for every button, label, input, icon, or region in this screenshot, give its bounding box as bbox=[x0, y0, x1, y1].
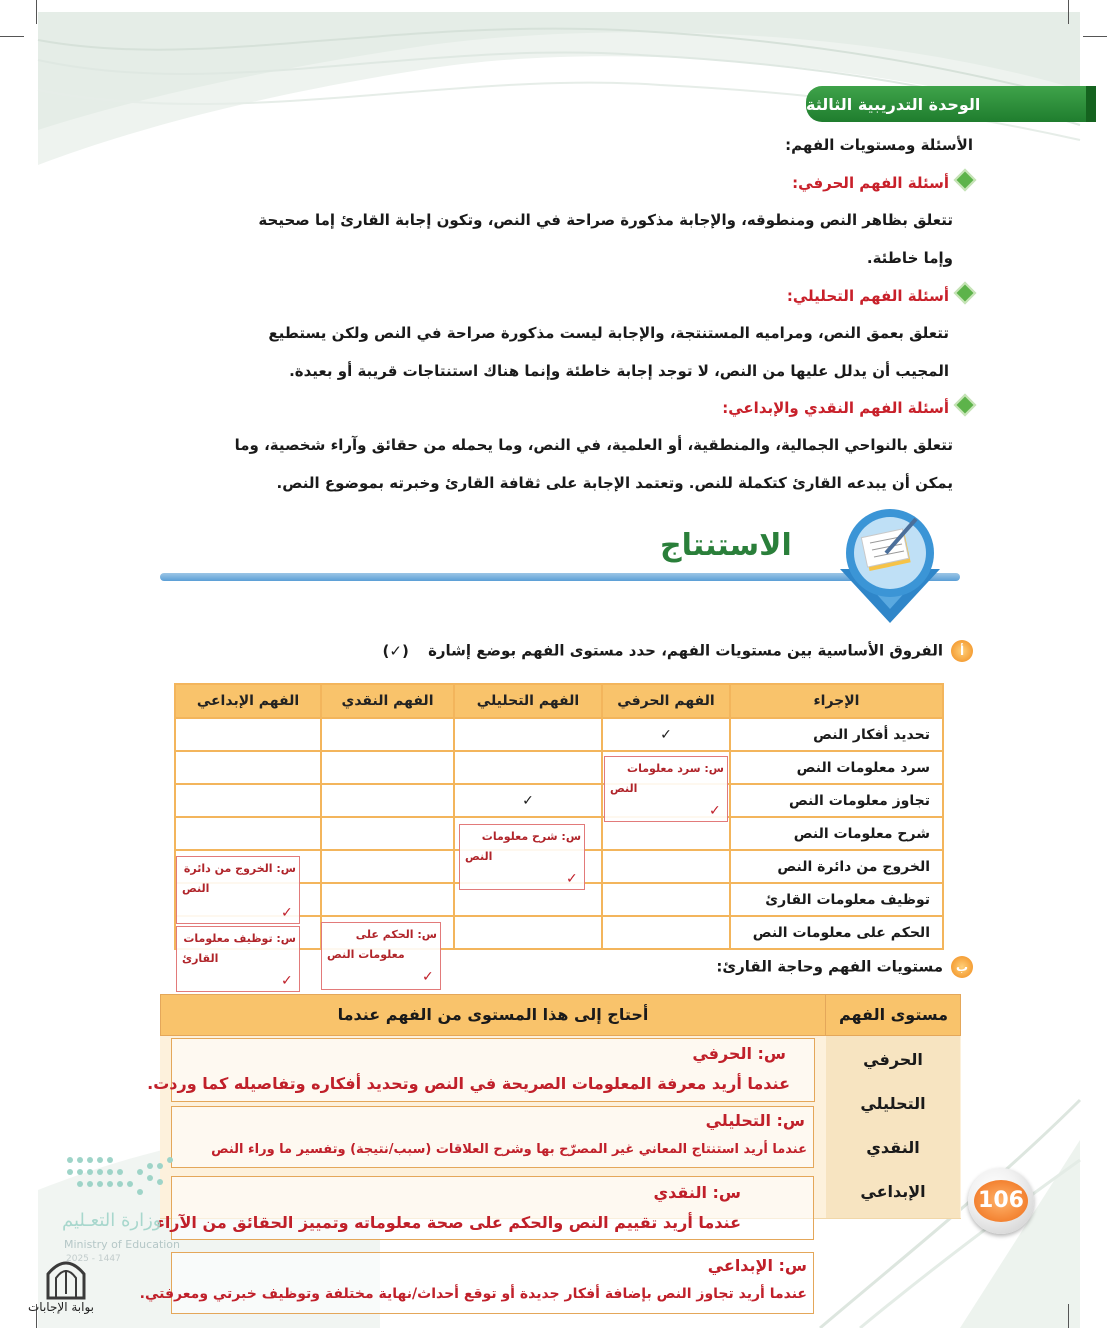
answer-cell[interactable] bbox=[175, 784, 321, 817]
note-question: القارئ bbox=[182, 952, 219, 965]
answer-cell[interactable] bbox=[175, 817, 321, 850]
unit-banner bbox=[806, 86, 1096, 122]
answer-text: عندما أريد تقييم النص والحكم على صحة معلوماته وتمييز الحقائق من الآراء bbox=[156, 1213, 741, 1232]
level-label: التحليلي bbox=[860, 1094, 926, 1113]
answer-cell[interactable] bbox=[454, 751, 602, 784]
procedure-cell: تحديد أفكار النص bbox=[730, 718, 943, 751]
section-title: أسئلة الفهم الحرفي: bbox=[792, 174, 949, 192]
section-paragraph-analytical bbox=[149, 314, 949, 390]
checkmark-icon: ✓ bbox=[709, 803, 721, 819]
note-question: س: سرد معلومات bbox=[627, 762, 724, 775]
answer-cell[interactable] bbox=[454, 916, 602, 949]
table-row bbox=[175, 718, 943, 751]
answer-cell[interactable] bbox=[321, 817, 454, 850]
crop-mark bbox=[1068, 0, 1069, 24]
section-paragraph-literal bbox=[153, 201, 953, 277]
note-question: س: توظيف معلومات bbox=[183, 932, 296, 945]
answer-question: س: النقدي bbox=[653, 1183, 741, 1202]
question-a bbox=[383, 640, 973, 662]
answer-box-analytical bbox=[171, 1106, 814, 1168]
note-question: س: شرح معلومات bbox=[481, 830, 581, 843]
answer-box-literal bbox=[147, 1038, 815, 1102]
column-divider bbox=[825, 995, 826, 1037]
question-text: الفروق الأساسية بين مستويات الفهم، حدد مستوى الفهم بوضع إشارة bbox=[428, 641, 943, 660]
answer-text: عندما أريد تجاوز النص بإضافة أفكار جديدة أو توقع أحداث/نهاية مختلفة وتوظيف خبرتي ومعرفتي. bbox=[139, 1286, 807, 1302]
procedure-cell: الخروج من دائرة النص bbox=[730, 850, 943, 883]
answer-question: س: التحليلي bbox=[705, 1111, 805, 1130]
procedure-cell: تجاوز معلومات النص bbox=[730, 784, 943, 817]
question-badge: أ bbox=[951, 640, 973, 662]
checkmark-hint: (✓) bbox=[382, 641, 409, 660]
level-label: الإبداعي bbox=[860, 1182, 926, 1201]
procedure-cell: شرح معلومات النص bbox=[730, 817, 943, 850]
note-question: النص bbox=[610, 782, 638, 795]
checkmark-icon: ✓ bbox=[281, 973, 293, 989]
crop-mark bbox=[36, 0, 37, 24]
column-header: أحتاج إلى هذا المستوى من الفهم عندما bbox=[337, 1005, 649, 1024]
paragraph-line: تتعلق بالنواحي الجمالية، والمنطقية، أو العلمية، في النص، وما يحمله من حقائق وآراء شخصية، وما bbox=[234, 436, 953, 454]
question-badge: ب bbox=[951, 956, 973, 978]
question-text: مستويات الفهم وحاجة القارئ: bbox=[716, 957, 943, 976]
ministry-logo-year: 2025 - 1447 bbox=[66, 1254, 121, 1264]
answer-cell[interactable] bbox=[321, 751, 454, 784]
column-header: الإجراء bbox=[730, 684, 943, 718]
column-header: الفهم الحرفي bbox=[602, 684, 730, 718]
istintaj-title: الاستنتاج bbox=[660, 528, 792, 563]
ministry-logo-arabic: وزارة التعـليم bbox=[62, 1210, 162, 1231]
column-header: الفهم الإبداعي bbox=[175, 684, 321, 718]
ministry-logo-dots-icon bbox=[66, 1152, 176, 1200]
procedure-cell: الحكم على معلومات النص bbox=[730, 916, 943, 949]
section-heading-critical bbox=[722, 397, 973, 417]
answer-text: عندما أريد معرفة المعلومات الصريحة في النص وتحديد أفكاره وتفاصيله كما وردت. bbox=[147, 1074, 790, 1093]
procedure-cell: توظيف معلومات القارئ bbox=[730, 883, 943, 916]
answer-note bbox=[176, 926, 300, 992]
crop-mark bbox=[0, 36, 24, 37]
answer-note bbox=[321, 922, 441, 990]
note-question: معلومات النص bbox=[327, 948, 405, 961]
answer-cell[interactable]: ✓ bbox=[602, 718, 730, 751]
page-number: 106 bbox=[974, 1180, 1028, 1222]
paragraph-line: المجيب أن يدلل عليها من النص، لا توجد إجابة خاطئة وإنما هناك استنتاجات قريبة أو بعيدة. bbox=[289, 362, 949, 380]
answer-cell[interactable] bbox=[175, 751, 321, 784]
level-label: النقدي bbox=[866, 1138, 920, 1157]
answer-question: س: الإبداعي bbox=[707, 1256, 807, 1275]
answer-cell[interactable] bbox=[321, 784, 454, 817]
notepad-pencil-icon bbox=[832, 505, 948, 625]
level-label: الحرفي bbox=[863, 1050, 923, 1069]
column-header: مستوى الفهم bbox=[838, 1005, 949, 1024]
paragraph-line: تتعلق بظاهر النص ومنطوقه، والإجابة مذكورة صراحة في النص، وتكون إجابة القارئ إما صحيحة bbox=[258, 211, 953, 229]
column-header: الفهم النقدي bbox=[321, 684, 454, 718]
answer-cell[interactable] bbox=[602, 850, 730, 883]
crop-mark bbox=[1068, 1304, 1069, 1328]
ministry-logo-english: Ministry of Education bbox=[64, 1238, 181, 1251]
gateway-logo-icon bbox=[44, 1256, 88, 1300]
needs-table-header bbox=[160, 994, 961, 1036]
section-title: أسئلة الفهم التحليلي: bbox=[786, 287, 949, 305]
note-question: النص bbox=[465, 850, 493, 863]
answer-cell[interactable] bbox=[602, 883, 730, 916]
section-paragraph-critical bbox=[153, 426, 953, 502]
section-heading-analytical bbox=[787, 285, 973, 305]
paragraph-line: وإما خاطئة. bbox=[866, 249, 953, 267]
diamond-bullet-icon bbox=[954, 169, 977, 192]
diamond-bullet-icon bbox=[954, 394, 977, 417]
table-row bbox=[175, 784, 943, 817]
crop-mark bbox=[1083, 36, 1107, 37]
answer-cell[interactable]: ✓ bbox=[454, 784, 602, 817]
answer-cell[interactable] bbox=[321, 850, 454, 883]
checkmark-icon: ✓ bbox=[566, 871, 578, 887]
answer-cell[interactable] bbox=[321, 883, 454, 916]
page-number-badge bbox=[968, 1168, 1034, 1234]
table-row bbox=[175, 751, 943, 784]
answer-text: عندما أريد استنتاج المعاني غير المصرّح بها وشرح العلاقات (سبب/نتيجة) وتفسير ما وراء النص bbox=[211, 1142, 807, 1157]
procedure-cell: سرد معلومات النص bbox=[730, 751, 943, 784]
note-question: النص bbox=[182, 882, 210, 895]
answer-note bbox=[176, 856, 300, 924]
section-title: أسئلة الفهم النقدي والإبداعي: bbox=[722, 399, 949, 417]
paragraph-line: يمكن أن يبدعه القارئ كتكملة للنص. وتعتمد الإجابة على ثقافة القارئ وخبرته بموضوع النص. bbox=[276, 474, 953, 492]
note-question: س: الخروج من دائرة bbox=[183, 862, 296, 875]
table-header-row bbox=[175, 684, 943, 718]
answer-cell[interactable] bbox=[602, 916, 730, 949]
answer-box-critical bbox=[156, 1176, 814, 1240]
question-b bbox=[716, 956, 973, 978]
answer-question: س: الحرفي bbox=[692, 1044, 786, 1063]
answer-box-creative bbox=[139, 1252, 814, 1314]
column-header: الفهم التحليلي bbox=[454, 684, 602, 718]
checkmark-icon: ✓ bbox=[281, 905, 293, 921]
watermark-text: بوابة الإجابات bbox=[28, 1300, 95, 1314]
note-question: س: الحكم على bbox=[355, 928, 437, 941]
answer-cell[interactable] bbox=[454, 718, 602, 751]
checkmark-icon: ✓ bbox=[422, 969, 434, 985]
paragraph-line: تتعلق بعمق النص، ومراميه المستنتجة، والإجابة ليست مذكورة صراحة في النص ولكن يستطيع bbox=[268, 324, 949, 342]
answer-cell[interactable] bbox=[321, 718, 454, 751]
main-heading: الأسئلة ومستويات الفهم: bbox=[785, 136, 973, 154]
answer-note bbox=[604, 756, 728, 822]
unit-title: الوحدة التدريبية الثالثة bbox=[806, 94, 981, 114]
answer-cell[interactable] bbox=[175, 718, 321, 751]
answer-note bbox=[459, 824, 585, 890]
section-heading-literal bbox=[792, 172, 973, 192]
diamond-bullet-icon bbox=[954, 282, 977, 305]
